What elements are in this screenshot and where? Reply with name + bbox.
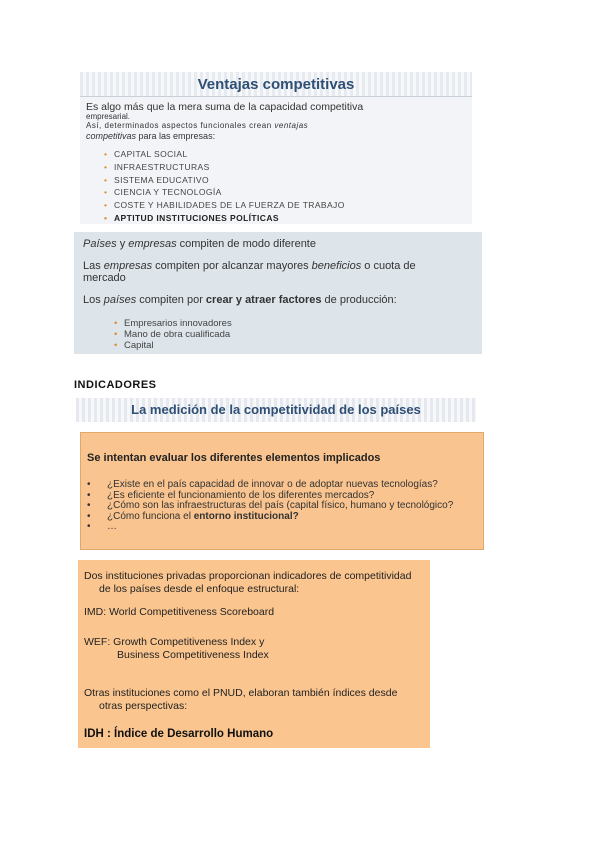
text: mercado (83, 272, 126, 284)
idh-line: IDH : Índice de Desarrollo Humano (84, 728, 274, 740)
intro-line: Así, determinados aspectos funcionales crean (86, 121, 275, 130)
list-item: • Capital (124, 340, 232, 351)
list-item: • Empresarios innovadores (124, 318, 232, 329)
list-item: • CIENCIA Y TECNOLOGÍA (114, 186, 345, 199)
questions-list (107, 480, 477, 533)
text: de los países desde el enfoque estructural: (99, 583, 300, 595)
text: de producción: (321, 294, 397, 306)
slide-title-bar (76, 398, 476, 422)
intro-paragraph (86, 102, 468, 142)
section-heading: INDICADORES (74, 379, 157, 391)
imd-line (84, 606, 274, 619)
text: o cuota de (361, 260, 416, 272)
text: Las (83, 260, 104, 272)
list-item: • Mano de obra cualificada (124, 329, 232, 340)
text-line (83, 238, 316, 250)
list-item: • COSTE Y HABILIDADES DE LA FUERZA DE TRABAJO (114, 199, 345, 212)
text: compiten de modo diferente (176, 238, 316, 250)
emphasis: países (103, 294, 137, 306)
factores-list (124, 318, 232, 351)
ventajas-list (114, 148, 345, 225)
label: WEF: (84, 636, 111, 648)
slide-title-bar (80, 72, 472, 97)
text: ¿Cómo funciona el (107, 510, 194, 522)
text: otras perspectivas: (99, 700, 188, 712)
text: Los (83, 294, 104, 306)
slide-paises-empresas (74, 232, 482, 354)
paragraph (84, 570, 411, 596)
emphasis: crear y atraer factores (205, 294, 322, 306)
text: Dos instituciones privadas proporcionan indicadores de competitividad (84, 570, 412, 582)
text: y (116, 238, 129, 250)
list-item: • ¿Cómo son las infraestructuras del país (capital físico, humano y tecnológico? (107, 501, 477, 512)
text: compiten por (136, 294, 206, 306)
text: Business Competitiveness Index (117, 649, 269, 661)
intro-emphasis: competitivas (86, 131, 137, 141)
text-line (83, 294, 397, 306)
text-line (83, 260, 478, 284)
emphasis: entorno institucional? (193, 510, 299, 522)
intro-line: empresarial. (86, 112, 131, 121)
text: World Competitiveness Scoreboard (106, 606, 275, 618)
list-item: • CAPITAL SOCIAL (114, 148, 345, 161)
list-item: • … (107, 522, 477, 533)
slide-ventajas-competitivas (80, 72, 472, 224)
text: Otras instituciones como el PNUD, elaboran también índices desde (84, 687, 398, 699)
slide-title: Ventajas competitivas (197, 76, 355, 93)
paragraph (84, 687, 397, 713)
slide-medicion (80, 432, 484, 550)
slide-title: La medición de la competitividad de los países (131, 402, 421, 417)
intro-line: para las empresas: (136, 131, 216, 141)
emphasis: empresas (103, 260, 153, 272)
text: compiten por alcanzar mayores (152, 260, 312, 272)
list-item: • INFRAESTRUCTURAS (114, 161, 345, 174)
emphasis: Países (83, 238, 117, 250)
text: Growth Competitiveness Index y (110, 636, 265, 648)
wef-line (84, 636, 269, 662)
emphasis: beneficios (311, 260, 362, 272)
intro-line: Es algo más que la mera suma de la capacidad competitiva (86, 101, 364, 113)
lead-text: Se intentan evaluar los diferentes elementos implicados (87, 452, 381, 464)
list-item: • ¿Existe en el país capacidad de innovar o de adoptar nuevas tecnologías? (107, 480, 477, 491)
list-item: • APTITUD INSTITUCIONES POLÍTICAS (114, 212, 345, 225)
emphasis: empresas (128, 238, 177, 250)
slide-instituciones (78, 560, 430, 748)
list-item: • ¿Es eficiente el funcionamiento de los diferentes mercados? (107, 491, 477, 502)
label: IMD: (84, 606, 107, 618)
list-item: • SISTEMA EDUCATIVO (114, 174, 345, 187)
intro-emphasis: ventajas (274, 121, 309, 130)
list-item (107, 512, 477, 523)
